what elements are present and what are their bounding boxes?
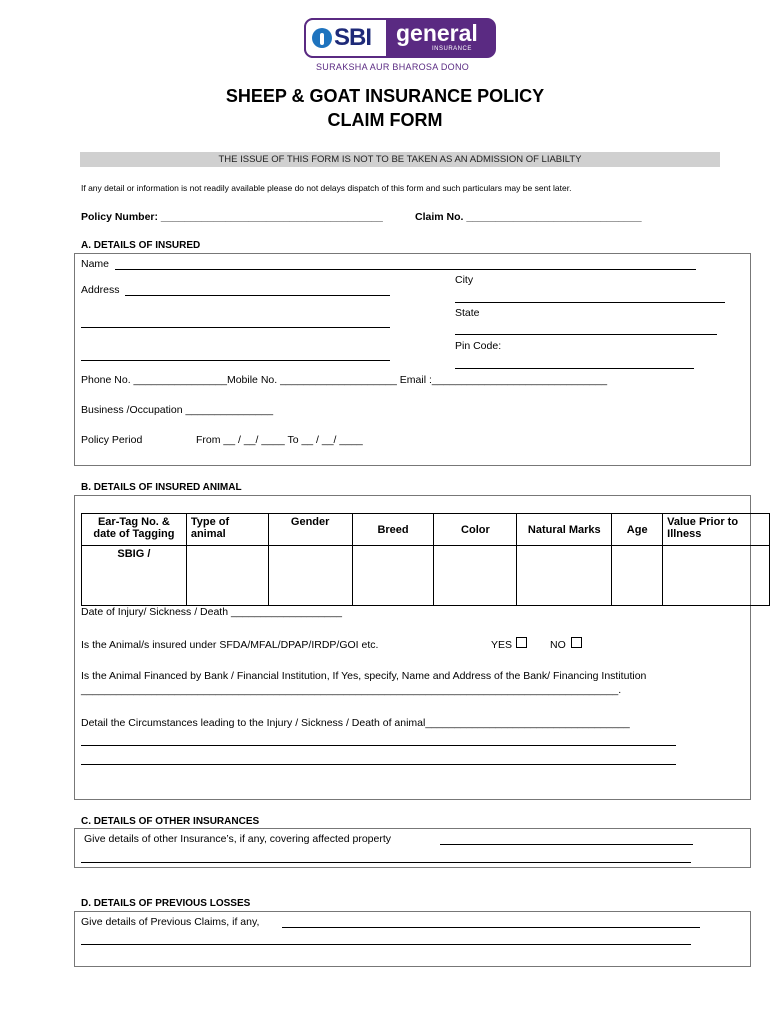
pin-code-label: Pin Code: — [455, 340, 502, 352]
liability-notice: THE ISSUE OF THIS FORM IS NOT TO BE TAKEN AS AN ADMISSION OF LIABILTY — [80, 152, 720, 167]
city-label: City — [455, 274, 474, 286]
section-d-heading: D. DETAILS OF PREVIOUS LOSSES — [81, 898, 251, 909]
form-title: SHEEP & GOAT INSURANCE POLICY — [225, 86, 545, 106]
col-ear-tag: Ear-Tag No. & date of Tagging — [82, 514, 187, 546]
col-type-of-animal: Type of animal — [186, 514, 268, 546]
logo-brand: SBI — [334, 24, 372, 51]
yes-label: YES — [491, 639, 513, 651]
policy-period-dates[interactable]: From __ / __/ ____ To __ / __/ ____ — [196, 434, 363, 446]
date-of-injury-field[interactable]: Date of Injury/ Sickness / Death ___________________ — [81, 606, 342, 618]
info-note: If any detail or information is not readily available please do not delays dispatch of this form and such particulars may be sent later. — [81, 183, 572, 193]
no-label: NO — [550, 639, 566, 651]
type-cell[interactable] — [186, 546, 268, 606]
financed-question: Is the Animal Financed by Bank / Financial Institution, If Yes, specify, Name and Address of the Bank/ Financing Institution — [81, 670, 647, 682]
col-gender: Gender — [268, 514, 352, 546]
financed-answer-line[interactable]: ____________________________________________________________________________________________. — [81, 684, 622, 696]
city-input-line[interactable] — [455, 302, 725, 303]
gender-cell[interactable] — [268, 546, 352, 606]
previous-claims-label: Give details of Previous Claims, if any, — [81, 916, 260, 928]
state-input-line[interactable] — [455, 334, 717, 335]
sbig-prefix: SBIG / — [117, 548, 151, 560]
col-natural-marks: Natural Marks — [517, 514, 612, 546]
state-label: State — [455, 307, 480, 319]
no-checkbox[interactable] — [571, 637, 582, 648]
breed-cell[interactable] — [352, 546, 434, 606]
yes-checkbox[interactable] — [516, 637, 527, 648]
other-insurance-line-2[interactable] — [81, 862, 691, 863]
policy-period-label: Policy Period — [81, 434, 143, 446]
address-label: Address — [81, 284, 120, 296]
circumstances-line-2[interactable] — [81, 745, 676, 746]
insured-under-question: Is the Animal/s insured under SFDA/MFAL/DPAP/IRDP/GOI etc. — [81, 639, 379, 651]
age-cell[interactable] — [612, 546, 663, 606]
col-value-prior: Value Prior to Illness — [663, 514, 770, 546]
logo-name: general — [396, 20, 478, 46]
sbi-keyhole-icon — [312, 28, 332, 48]
section-c-heading: C. DETAILS OF OTHER INSURANCES — [81, 816, 260, 827]
circumstances-line-3[interactable] — [81, 764, 676, 765]
logo-tagline: SURAKSHA AUR BHAROSA DONO — [316, 62, 470, 72]
policy-number-field[interactable]: Policy Number: ______________________________________ — [81, 211, 383, 223]
color-cell[interactable] — [434, 546, 517, 606]
col-age: Age — [612, 514, 663, 546]
logo-sub: INSURANCE — [432, 46, 472, 52]
section-a-heading: A. DETAILS OF INSURED — [81, 240, 201, 251]
col-color: Color — [434, 514, 517, 546]
address-line-1[interactable] — [125, 295, 390, 296]
value-cell[interactable] — [663, 546, 770, 606]
other-insurance-label: Give details of other Insurance’s, if any, covering affected property — [84, 833, 392, 845]
circumstances-field[interactable]: Detail the Circumstances leading to the Injury / Sickness / Death of animal___________________________________ — [81, 717, 630, 729]
other-insurance-line-1[interactable] — [440, 844, 693, 845]
section-b-heading: B. DETAILS OF INSURED ANIMAL — [81, 482, 242, 493]
business-occupation-field[interactable]: Business /Occupation _______________ — [81, 404, 274, 416]
previous-claims-line-2[interactable] — [81, 944, 691, 945]
sbi-general-logo — [304, 18, 496, 58]
previous-claims-line-1[interactable] — [282, 927, 700, 928]
name-input-line[interactable] — [115, 269, 696, 270]
form-subtitle: CLAIM FORM — [327, 110, 443, 130]
phone-mobile-email-field[interactable]: Phone No. ________________Mobile No. ____________________ Email :______________________________ — [81, 374, 608, 386]
pin-code-input-line[interactable] — [455, 368, 694, 369]
animal-details-table — [81, 513, 770, 606]
natural-marks-cell[interactable] — [517, 546, 612, 606]
address-line-2[interactable] — [81, 327, 390, 328]
address-line-3[interactable] — [81, 360, 390, 361]
claim-number-field[interactable]: Claim No. ______________________________ — [415, 211, 642, 223]
col-breed: Breed — [352, 514, 434, 546]
name-label: Name — [81, 258, 110, 270]
ear-tag-cell[interactable] — [82, 546, 187, 606]
